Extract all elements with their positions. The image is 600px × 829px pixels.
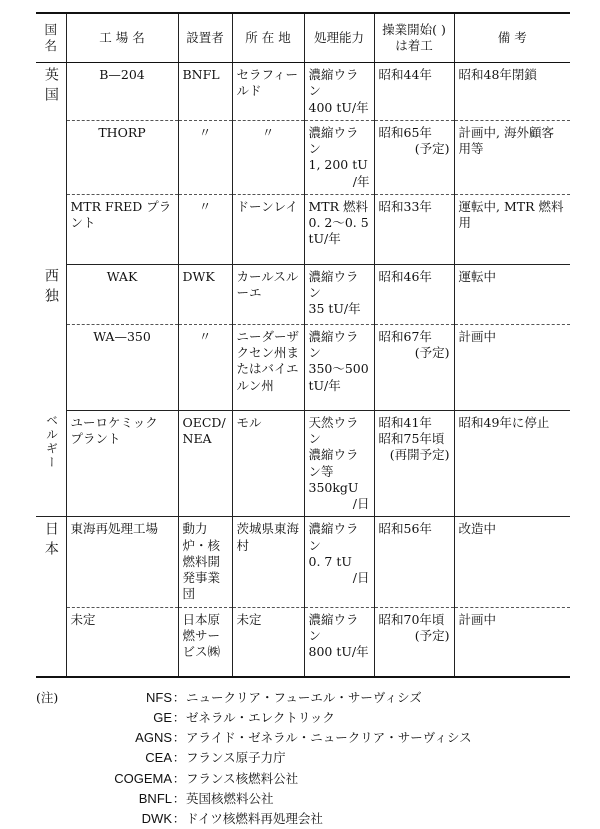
header-location: 所 在 地 (232, 13, 304, 63)
start-line: 昭和67年 (378, 328, 432, 344)
operator-name: OECD/ NEA (182, 414, 226, 446)
operator-name: 日本原燃サービス㈱ (182, 611, 221, 659)
start-cell (374, 607, 454, 677)
remarks-cell (454, 410, 570, 517)
capacity-cell (304, 410, 374, 517)
note-separator: ： (172, 810, 186, 826)
country-cell (36, 410, 66, 517)
document (36, 12, 570, 829)
remarks-text: 改造中 (458, 521, 497, 537)
table-row (36, 120, 570, 194)
country-name: ベルギー (44, 414, 59, 471)
start-cell (374, 324, 454, 410)
note-separator: ： (172, 710, 186, 726)
location-name: ニーダーザクセン州またはバイエルン州 (236, 328, 300, 393)
capacity-line: 天然ウラン (308, 414, 359, 446)
capacity-cell (304, 324, 374, 410)
remarks-text: 計画中 (458, 611, 497, 627)
plant-name: WA—350 (93, 328, 151, 344)
plant-cell (66, 194, 178, 264)
remarks-cell (454, 120, 570, 194)
start-line: (予定) (414, 627, 450, 643)
note-separator: ： (172, 790, 186, 806)
header-operator: 設置者 (178, 13, 232, 63)
capacity-line: 35 tU/年 (308, 301, 361, 317)
capacity-line: 濃縮ウラン (308, 124, 359, 156)
plant-name: 未定 (70, 611, 96, 627)
plant-name: MTR FRED プラント (70, 198, 172, 230)
note-item (36, 789, 570, 809)
capacity-line: /日 (352, 570, 370, 585)
note-abbr: AGNS (135, 730, 172, 746)
start-line: 昭和65年 (378, 124, 432, 140)
start-line: (再開予定) (389, 447, 450, 463)
capacity-line: 350〜500 (308, 361, 369, 377)
location-cell (232, 120, 304, 194)
plant-name: THORP (98, 124, 146, 140)
plant-name: WAK (106, 268, 138, 284)
capacity-line: 濃縮ウラン (308, 67, 359, 99)
note-abbr: GE (153, 710, 172, 726)
plant-name: ユーロケミック プラント (70, 414, 158, 446)
remarks-text: 計画中, 海外顧客用等 (458, 124, 554, 156)
header-remarks: 備 考 (454, 13, 570, 63)
operator-cell (178, 194, 232, 264)
capacity-line: 濃縮ウラン (308, 328, 359, 360)
capacity-line: 350kgU (308, 479, 359, 495)
operator-name: BNFL (182, 67, 220, 82)
note-lead: (注) (36, 690, 59, 705)
operator-name: 〃 (198, 328, 212, 344)
header-row (36, 13, 570, 63)
operator-cell (178, 410, 232, 517)
plant-cell (66, 607, 178, 677)
start-cell (374, 63, 454, 121)
start-line: 昭和44年 (378, 67, 432, 82)
remarks-cell (454, 607, 570, 677)
operator-cell (178, 607, 232, 677)
country-name: 英国 (42, 67, 59, 107)
note-full: アライド・ゼネラル・ニュークリア・サーヴィシス (186, 730, 472, 746)
start-line: 昭和41年 (378, 414, 432, 430)
location-cell (232, 324, 304, 410)
location-cell (232, 63, 304, 121)
location-name: ドーンレイ (236, 198, 298, 214)
remarks-text: 運転中, MTR 燃料用 (458, 198, 564, 230)
operator-cell (178, 63, 232, 121)
start-cell (374, 120, 454, 194)
table-row (36, 194, 570, 264)
location-name: セラフィールド (236, 67, 299, 99)
note-item (36, 688, 570, 708)
note-full: フランス原子力庁 (186, 750, 286, 766)
note-spacer (36, 748, 80, 768)
operator-cell (178, 120, 232, 194)
plant-cell (66, 410, 178, 517)
note-spacer (36, 769, 80, 789)
header-capacity: 処理能力 (304, 13, 374, 63)
note-item (36, 728, 570, 748)
note-full: 英国核燃料公社 (186, 790, 274, 806)
start-line: (予定) (414, 345, 450, 360)
table-row (36, 264, 570, 324)
capacity-cell (304, 63, 374, 121)
table-row (36, 607, 570, 677)
capacity-line: 400 tU/年 (308, 99, 369, 115)
notes (36, 688, 570, 829)
capacity-line: 0. 7 tU (308, 553, 352, 569)
note-full: ゼネラル・エレクトリック (186, 710, 335, 726)
location-name: モル (236, 414, 262, 430)
location-cell (232, 410, 304, 517)
start-line: 昭和46年 (378, 268, 432, 284)
operator-cell (178, 517, 232, 607)
note-spacer (36, 809, 80, 829)
header-start: 操業開始( )は着工 (374, 13, 454, 63)
note-abbr: CEA (145, 750, 172, 766)
location-name: 〃 (261, 124, 275, 140)
remarks-cell (454, 194, 570, 264)
country-cell (36, 517, 66, 677)
note-full: ニュークリア・フューエル・サーヴィシズ (186, 690, 422, 705)
note-separator: ： (172, 730, 186, 746)
plant-cell (66, 324, 178, 410)
location-cell (232, 607, 304, 677)
capacity-line: MTR 燃料 (308, 198, 369, 214)
country-name: 日本 (42, 521, 59, 562)
note-abbr: BNFL (138, 790, 172, 806)
location-name: 未定 (236, 611, 262, 627)
plant-cell (66, 63, 178, 121)
note-abbr: DWK (141, 810, 172, 826)
plant-name: 東海再処理工場 (70, 521, 159, 537)
country-cell (36, 63, 66, 265)
operator-cell (178, 264, 232, 324)
remarks-text: 運転中 (458, 268, 497, 284)
capacity-line: 濃縮ウラン等 (308, 447, 359, 479)
country-cell (36, 264, 66, 410)
plant-cell (66, 517, 178, 607)
remarks-cell (454, 324, 570, 410)
operator-name: 〃 (198, 124, 212, 140)
location-cell (232, 517, 304, 607)
operator-name: 〃 (198, 198, 212, 214)
country-name: 西独 (42, 268, 59, 309)
start-cell (374, 264, 454, 324)
capacity-cell (304, 517, 374, 607)
table-row (36, 63, 570, 121)
capacity-line: 濃縮ウラン (308, 268, 359, 300)
remarks-text: 昭和49年に停止 (458, 414, 550, 430)
header-plant: 工 場 名 (66, 13, 178, 63)
note-spacer (36, 708, 80, 728)
note-separator: ： (172, 750, 186, 766)
capacity-line: tU/年 (308, 377, 341, 393)
note-separator: ： (172, 770, 186, 786)
location-name: カールスルーエ (236, 268, 299, 300)
note-abbr: NFS (146, 690, 172, 705)
note-spacer (36, 728, 80, 748)
note-item (36, 708, 570, 728)
capacity-line: 0. 2〜0. 5 (308, 215, 369, 230)
start-line: (予定) (414, 141, 450, 156)
capacity-line: /日 (352, 496, 370, 511)
remarks-cell (454, 517, 570, 607)
capacity-line: 800 tU/年 (308, 644, 369, 659)
operator-name: 動力炉・核燃料開発事業団 (182, 521, 221, 602)
plant-cell (66, 264, 178, 324)
note-full: ドイツ核燃料再処理会社 (186, 810, 323, 826)
table-row (36, 410, 570, 517)
remarks-text: 計画中 (458, 328, 497, 344)
capacity-line: 1, 200 tU (308, 157, 368, 173)
capacity-line: /年 (352, 173, 370, 189)
start-line: 昭和56年 (378, 521, 432, 537)
note-separator: ： (172, 690, 186, 705)
remarks-text: 昭和48年閉鎖 (458, 67, 537, 82)
table-row (36, 517, 570, 607)
remarks-cell (454, 264, 570, 324)
operator-cell (178, 324, 232, 410)
start-line: 昭和33年 (378, 198, 432, 214)
start-line: 昭和75年頃 (378, 431, 445, 446)
operator-name: DWK (182, 268, 215, 284)
start-cell (374, 194, 454, 264)
note-spacer (36, 789, 80, 809)
capacity-cell (304, 607, 374, 677)
table-row (36, 324, 570, 410)
note-item (36, 809, 570, 829)
start-line: 昭和70年頃 (378, 611, 445, 627)
remarks-cell (454, 63, 570, 121)
note-item (36, 769, 570, 789)
start-cell (374, 410, 454, 517)
note-full: フランス核燃料公社 (186, 770, 299, 786)
capacity-cell (304, 194, 374, 264)
location-name: 茨城県東海村 (236, 521, 300, 553)
capacity-cell (304, 120, 374, 194)
capacity-line: tU/年 (308, 231, 341, 247)
capacity-line: 濃縮ウラン (308, 611, 359, 643)
capacity-line: 濃縮ウラン (308, 521, 359, 553)
reprocessing-plant-table (36, 12, 570, 678)
note-abbr: COGEMA (114, 770, 172, 786)
start-cell (374, 517, 454, 607)
location-cell (232, 264, 304, 324)
capacity-cell (304, 264, 374, 324)
note-item (36, 748, 570, 768)
plant-name: B—204 (99, 67, 145, 82)
header-country: 国名 (36, 13, 66, 63)
plant-cell (66, 120, 178, 194)
location-cell (232, 194, 304, 264)
